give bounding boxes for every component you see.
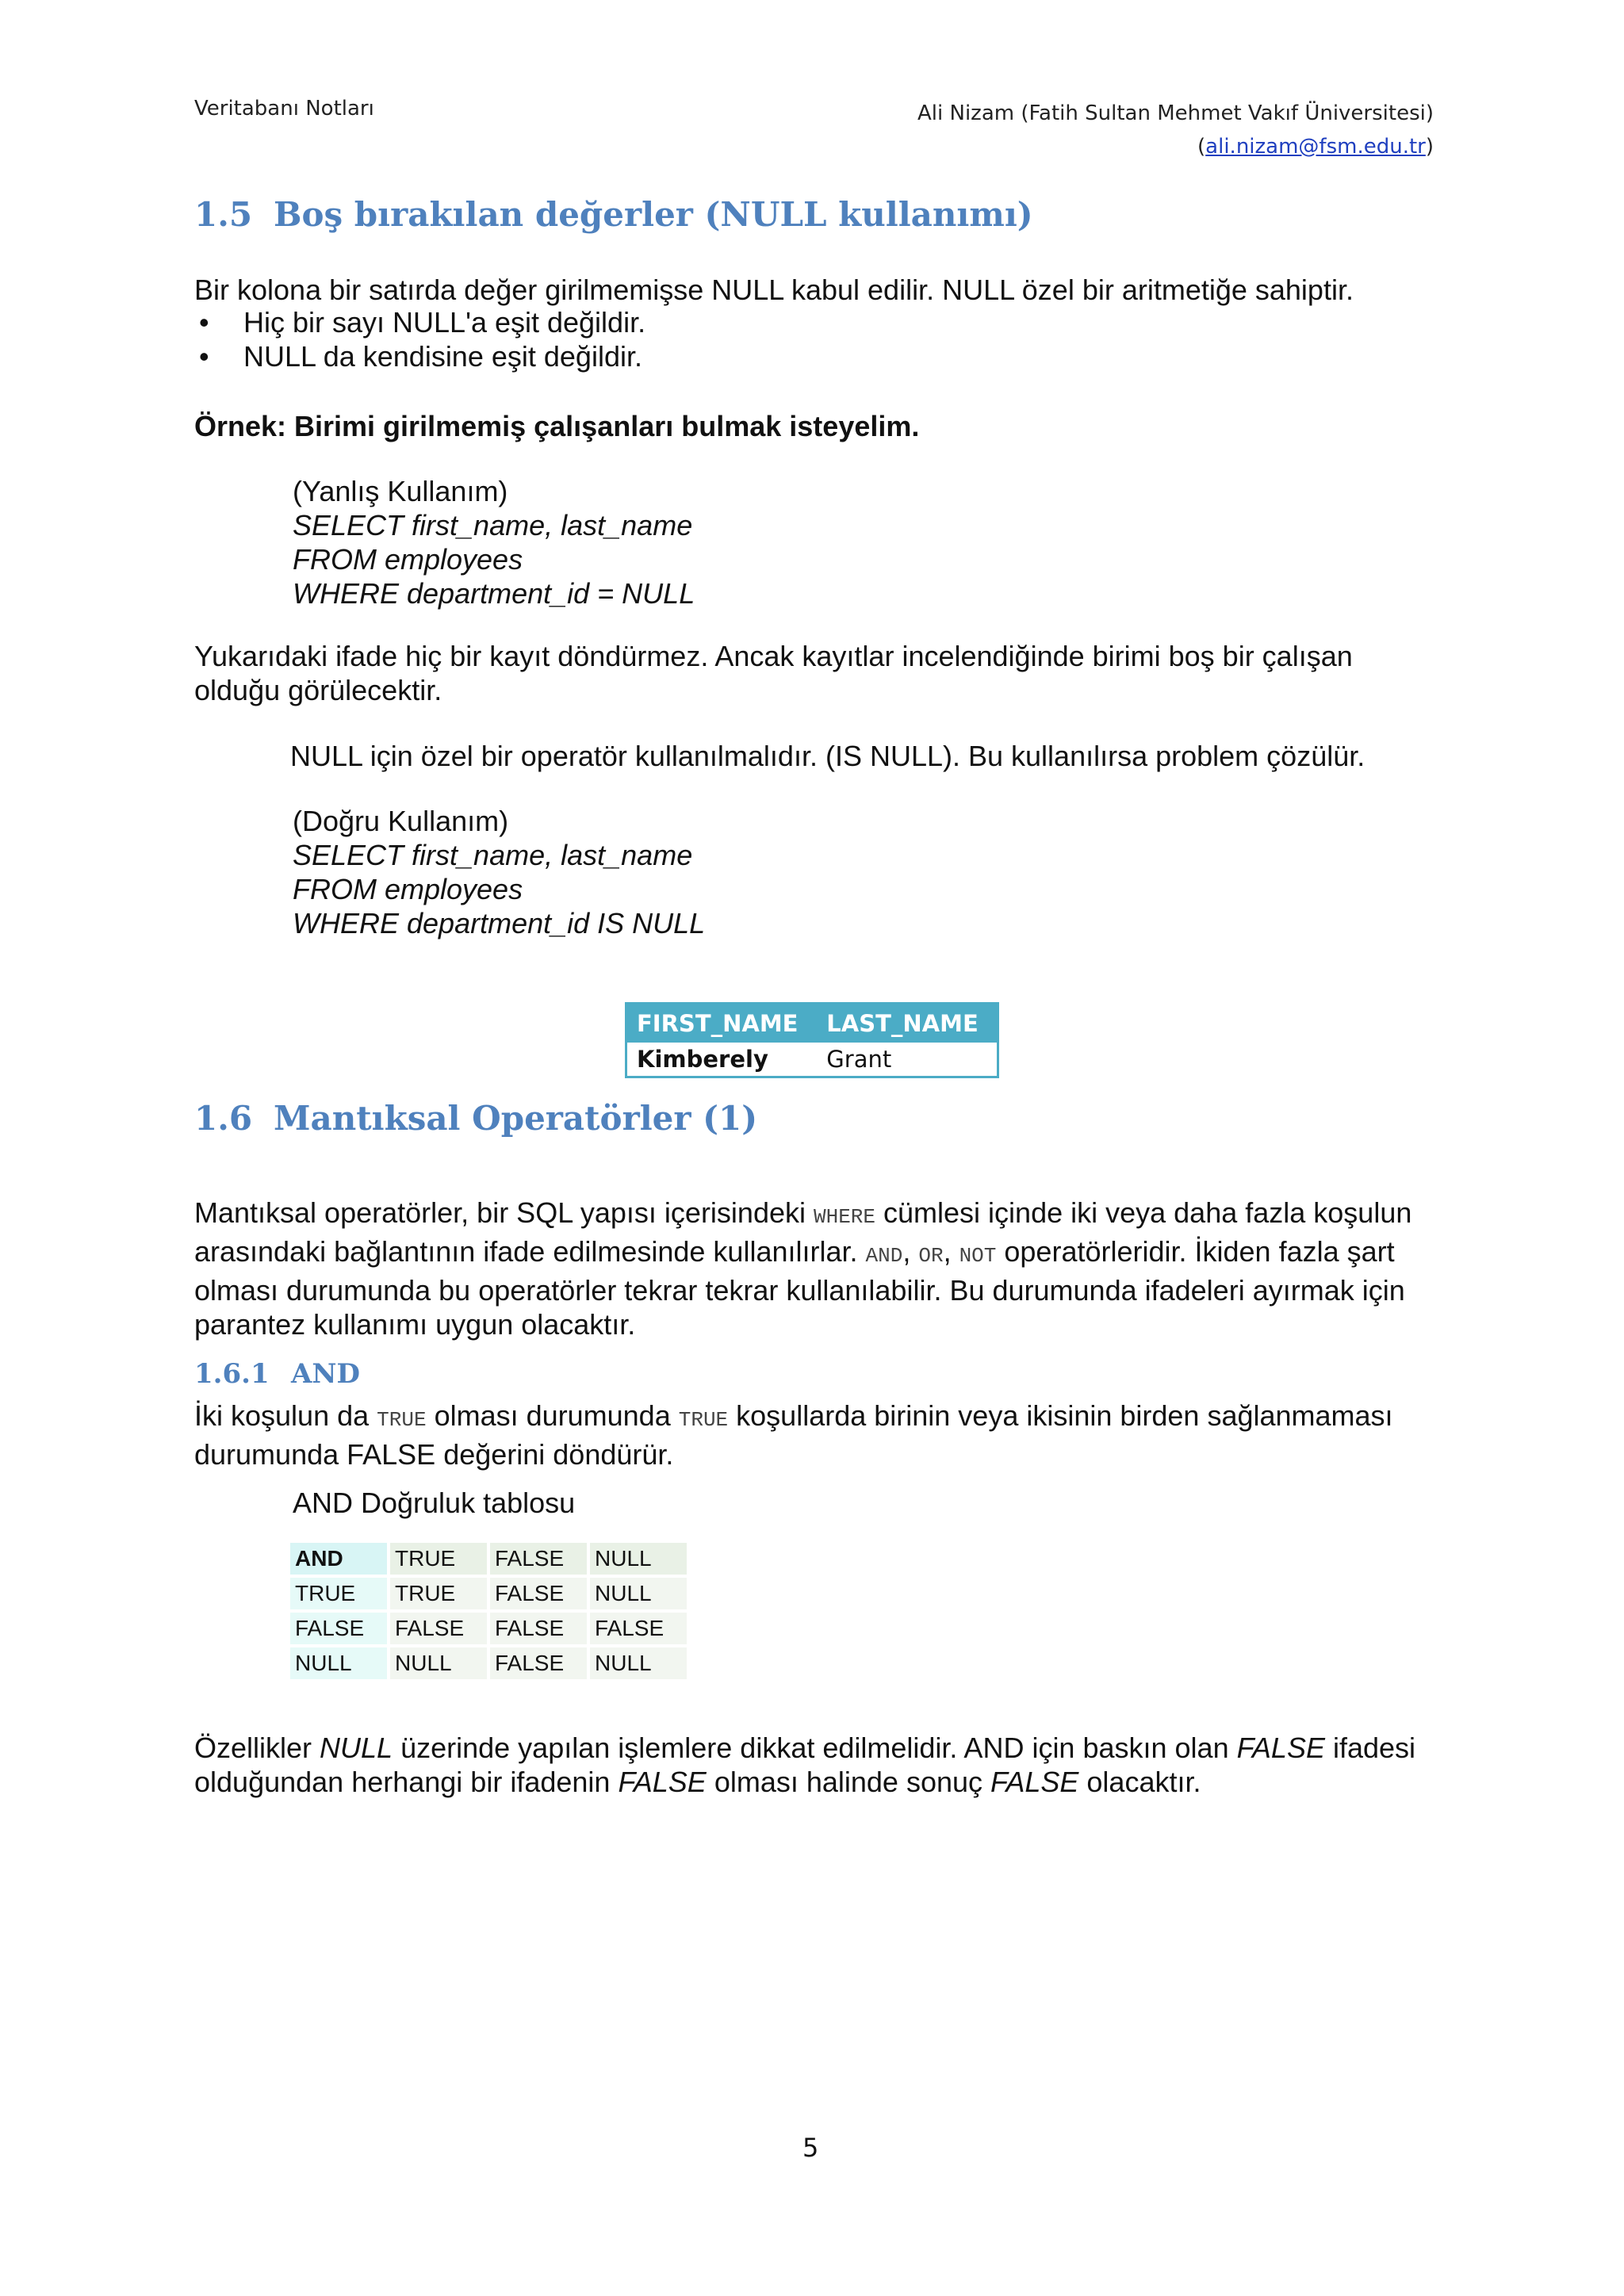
table-cell: NULL [590,1578,687,1609]
sql-line: WHERE department_id = NULL [293,577,695,610]
table-corner: AND [290,1543,387,1575]
text-run: operatörleridir. İkiden fazla şart olması durumunda bu operatörler tekrar tekrar kullanılabilir. Bu durumunda ifadeleri ayırmak için parantez kullanımı uygun olacaktır. [194,1235,1405,1341]
sql-line: WHERE department_id IS NULL [293,907,706,939]
logical-operators-paragraph [194,1196,1447,1341]
section-title: Boş bırakılan değerler (NULL kullanımı) [274,195,1033,234]
italic-term: FALSE [990,1766,1079,1798]
email-link[interactable]: ali.nizam@fsm.edu.tr [1205,135,1426,159]
section-title: AND [291,1358,360,1390]
table-cell: FALSE [390,1613,487,1644]
sql-line: SELECT first_name, last_name [293,839,693,871]
text-run: Özellikler [194,1732,320,1764]
italic-term: FALSE [1236,1732,1325,1764]
table-cell: Kimberely [637,1046,768,1073]
list-item: • Hiç bir sayı NULL'a eşit değildir. [194,305,645,339]
text-run: ifadesi olduğundan herhangi bir ifadenin [194,1732,1416,1798]
text-run: koşullarda birinin veya ikisinin birden sağlanmaması durumunda FALSE değerini döndürür. [194,1399,1393,1471]
text-run: olacaktır. [1078,1766,1201,1798]
section-heading-1-6-1 [194,1358,360,1390]
intro-paragraph: Bir kolona bir satırda değer girilmemişse NULL kabul edilir. NULL özel bir aritmetiğe sahiptir. [194,274,1354,306]
section-title: Mantıksal Operatörler (1) [274,1099,758,1138]
table-cell: FALSE [490,1578,587,1609]
section-heading-1-6 [194,1099,757,1138]
table-cell: TRUE [290,1578,387,1609]
italic-term: FALSE [618,1766,707,1798]
and-truth-table [287,1540,690,1682]
example-heading: Örnek: Birimi girilmemiş çalışanları bulmak isteyelim. [194,410,920,442]
text-run: İki koşulun da [194,1399,377,1432]
header-author-line: Ali Nizam (Fatih Sultan Mehmet Vakıf Üniversitesi) [917,101,1434,125]
text-run: Mantıksal operatörler, bir SQL yapısı içerisindeki [194,1196,814,1229]
text-run: , [943,1235,959,1268]
table-header-row [626,1004,998,1043]
code-keyword: OR [918,1244,944,1268]
header-author [917,97,1434,163]
table-cell: Grant [826,1046,892,1073]
text-run: cümlesi içinde iki veya daha fazla koşulun arasındaki bağlantının ifade edilmesinde kullanılırlar. [194,1196,1412,1268]
table-cell: NULL [290,1647,387,1679]
section-number: 1.6 [194,1099,253,1138]
table-cell: NULL [590,1647,687,1679]
section-number: 1.6.1 [194,1358,270,1390]
wrong-usage-block [293,474,695,610]
sql-line: FROM employees [293,543,523,576]
column-header: LAST_NAME [817,1004,998,1043]
header-email-line [917,130,1434,163]
operator-note: NULL için özel bir operatör kullanılmalıdır. (IS NULL). Bu kullanılırsa problem çözülür. [290,740,1365,772]
table-cell: FALSE [490,1543,587,1575]
table-row [290,1647,687,1679]
table-cell: FALSE [490,1613,587,1644]
text-run: üzerinde yapılan işlemlere dikkat edilmelidir. AND için baskın olan [393,1732,1237,1764]
table-row [626,1043,998,1077]
table-row [290,1578,687,1609]
list-item: • NULL da kendisine eşit değildir. [194,339,645,373]
section-number: 1.5 [194,195,253,234]
table-cell: NULL [590,1543,687,1575]
paren: ( [1197,135,1206,159]
code-keyword: WHERE [814,1205,876,1229]
table-row [290,1543,687,1575]
code-keyword: TRUE [678,1408,729,1432]
paren: ) [1425,135,1434,159]
right-usage-block [293,804,705,940]
wrong-usage-label: (Yanlış Kullanım) [293,475,508,507]
column-header: FIRST_NAME [626,1004,818,1043]
code-keyword: TRUE [377,1408,427,1432]
table-cell: FALSE [290,1613,387,1644]
text-run: , [902,1235,919,1268]
sql-line: FROM employees [293,873,523,905]
table-cell: FALSE [590,1613,687,1644]
header-left-title: Veritabanı Notları [194,97,374,121]
section-heading-1-5 [194,195,1033,234]
note-paragraph: Yukarıdaki ifade hiç bir kayıt döndürmez. Ancak kayıtlar incelendiğinde birimi boş bir çalışan olduğu görülecektir. [194,640,1353,706]
code-keyword: NOT [959,1244,997,1268]
text-run: olması halinde sonuç [706,1766,991,1798]
table-cell: TRUE [390,1543,487,1575]
text-run: olması durumunda [426,1399,679,1432]
code-keyword: AND [865,1244,903,1268]
and-paragraph [194,1399,1447,1471]
sql-line: SELECT first_name, last_name [293,509,693,541]
italic-term: NULL [320,1732,393,1764]
table-row [290,1613,687,1644]
table-cell: FALSE [490,1647,587,1679]
bullet-list [194,305,645,373]
truth-table-caption: AND Doğruluk tablosu [293,1487,576,1519]
right-usage-label: (Doğru Kullanım) [293,805,509,837]
result-table [625,1002,999,1078]
table-cell: TRUE [390,1578,487,1609]
table-cell: NULL [390,1647,487,1679]
final-paragraph [194,1731,1455,1799]
page-number: 5 [802,2133,819,2163]
